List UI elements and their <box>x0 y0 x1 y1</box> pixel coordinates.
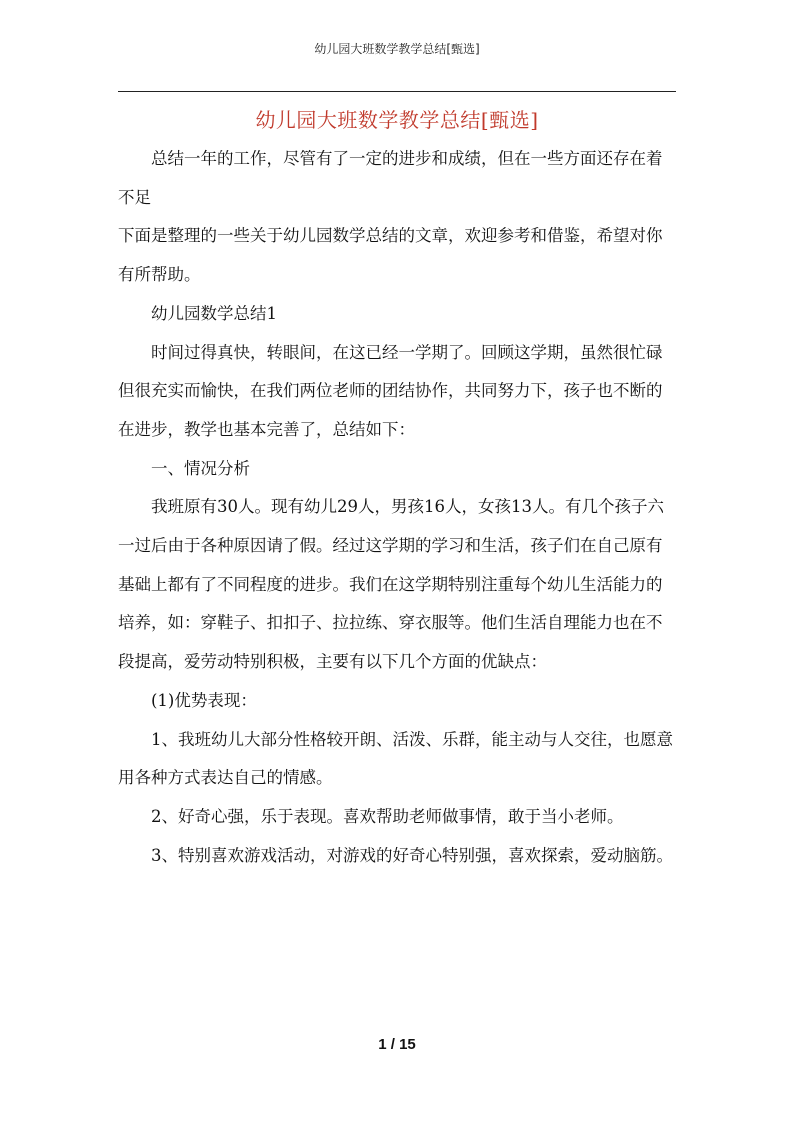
running-header: 幼儿园大班数学教学总结[甄选] <box>314 42 480 56</box>
list-item: 3、特别喜欢游戏活动，对游戏的好奇心特别强，喜欢探索，爱动脑筋。 <box>151 845 673 865</box>
document-body <box>118 140 678 875</box>
section-heading: 幼儿园数学总结1 <box>151 303 277 323</box>
list-item: 1、我班幼儿大部分性格较开朗、活泼、乐群，能主动与人交往，也愿意用各种方式表达自己的情感。 <box>118 729 673 788</box>
header-divider <box>118 91 676 92</box>
paragraph-review: 时间过得真快，转眼间，在这已经一学期了。回顾这学期，虽然很忙碌但很充实而愉快，在我们两位老师的团结协作，共同努力下，孩子也不断的在进步，教学也基本完善了，总结如下： <box>118 342 663 439</box>
paragraph-intro: 总结一年的工作，尽管有了一定的进步和成绩，但在一些方面还存在着不足 <box>118 149 663 207</box>
list-heading: (1)优势表现： <box>151 690 257 710</box>
document-title: 幼儿园大班数学教学总结[甄选] <box>255 108 539 132</box>
paragraph-class-info: 我班原有30人。现有幼儿29人，男孩16人，女孩13人。有几个孩子六一过后由于各种原因请了假。经过这学期的学习和生活，孩子们在自己原有基础上都有了不同程度的进步。我们在这学期特别注重每个幼儿生活能力的培养，如：穿鞋子、扣扣子、拉拉练、穿衣服等。他们生活自理能力也在不段提高，爱劳动特别积极，主要有以下几个方面的优缺点： <box>118 497 664 672</box>
paragraph-preface: 下面是整理的一些关于幼儿园数学总结的文章，欢迎参考和借鉴，希望对你有所帮助。 <box>118 226 663 285</box>
page-number: 1 / 15 <box>378 1036 416 1053</box>
list-item: 2、好奇心强，乐于表现。喜欢帮助老师做事情，敢于当小老师。 <box>151 806 624 826</box>
subsection-heading: 一、情况分析 <box>151 458 250 478</box>
